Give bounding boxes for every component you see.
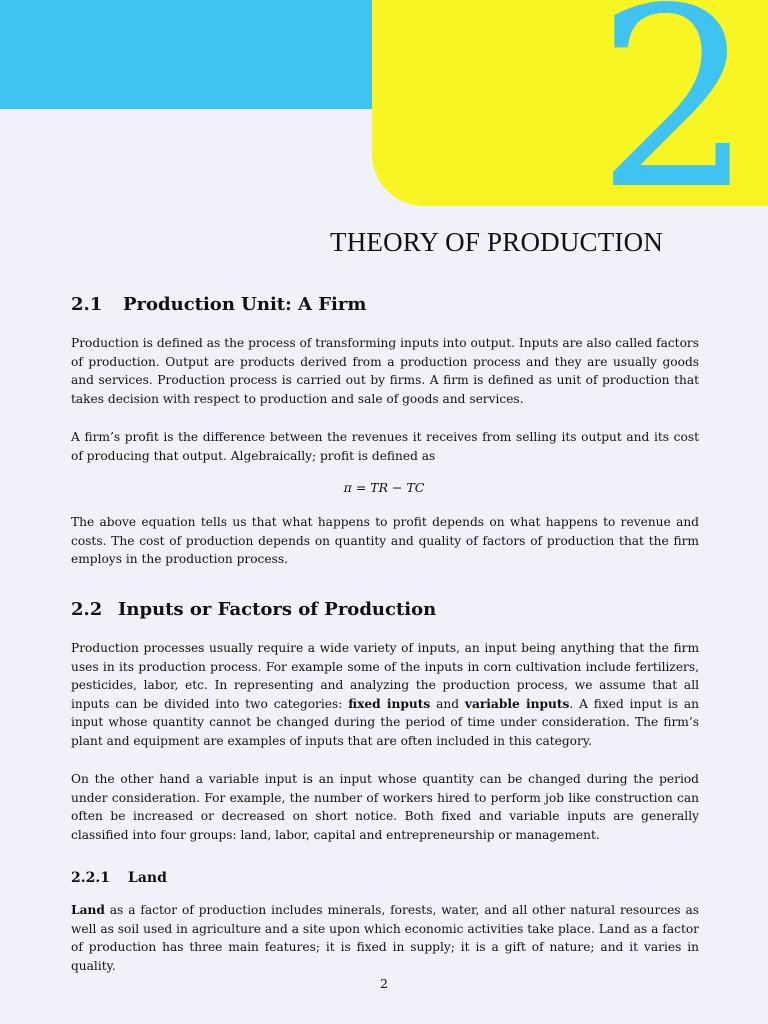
subsection-title: Land: [128, 870, 167, 886]
section-number: 2.1: [71, 294, 103, 315]
paragraph-variable-input: On the other hand a variable input is an input whose quantity can be changed during the period under consideration. For example, the number of workers hired to perform job like construction can often be increased or decreased on short notice. Both fixed and variable inputs are generally classified into four groups: land, labor, capital and entrepreneurship or management.: [71, 772, 699, 842]
text-run: and: [430, 696, 465, 711]
paragraph-profit-explanation: The above equation tells us that what happens to profit depends on what happens to revenue and costs. The cost of production depends on quantity and quality of factors of production that the firm employs in the production process.: [71, 515, 699, 567]
section-heading-2-1: [71, 294, 366, 315]
section-number: 2.2: [71, 599, 103, 620]
paragraph-inputs-categories: [71, 639, 699, 751]
paragraph-firm-profit: A firm’s profit is the difference between the revenues it receives from selling its output and its cost of producing that output. Algebraically; profit is defined as: [71, 430, 699, 463]
section-title: Production Unit: A Firm: [123, 294, 367, 315]
paragraph-production-definition: Production is defined as the process of transforming inputs into output. Inputs are also called factors of production. Output are products derived from a production process and they are usually goods and services. Production process is carried out by firms. A firm is defined as unit of production that takes decision with respect to production and sale of goods and services.: [71, 336, 699, 406]
page-number: 2: [380, 976, 388, 991]
text-run: . A fixed input is an input whose quantity cannot be changed during the period of time under consideration. The firm’s plant and equipment are examples of inputs that are often included in this category.: [71, 696, 699, 748]
term-fixed-inputs: fixed inputs: [348, 696, 431, 711]
text-run: as a factor of production includes minerals, forests, water, and all other natural resources as well as soil used in agriculture and a site upon which economic activities take place. Land as a factor of production has three main features; it is fixed in supply; it is a gift of nature; and it varies in quality.: [71, 903, 699, 973]
section-heading-2-2: [71, 599, 436, 620]
text-run: Production processes usually require a wide variety of inputs, an input being anything that the firm uses in its production process. For example some of the inputs in corn cultivation include fertilizers, pesticides, labor, etc. In representing and analyzing the production process, we assume that all inputs can be divided into two categories:: [71, 641, 699, 711]
subsection-number: 2.2.1: [71, 870, 110, 886]
paragraph-land: [71, 901, 699, 975]
chapter-number: 2: [596, 0, 754, 244]
chapter-title: THEORY OF PRODUCTION: [330, 227, 664, 257]
header-band-yellow: [372, 0, 768, 244]
term-land: Land: [71, 903, 105, 917]
term-variable-inputs: variable inputs: [464, 696, 570, 711]
header-band-blue: [0, 0, 380, 109]
profit-equation: π = TR − TC: [343, 480, 425, 495]
subsection-heading-2-2-1: [71, 870, 167, 886]
section-title: Inputs or Factors of Production: [118, 599, 437, 620]
